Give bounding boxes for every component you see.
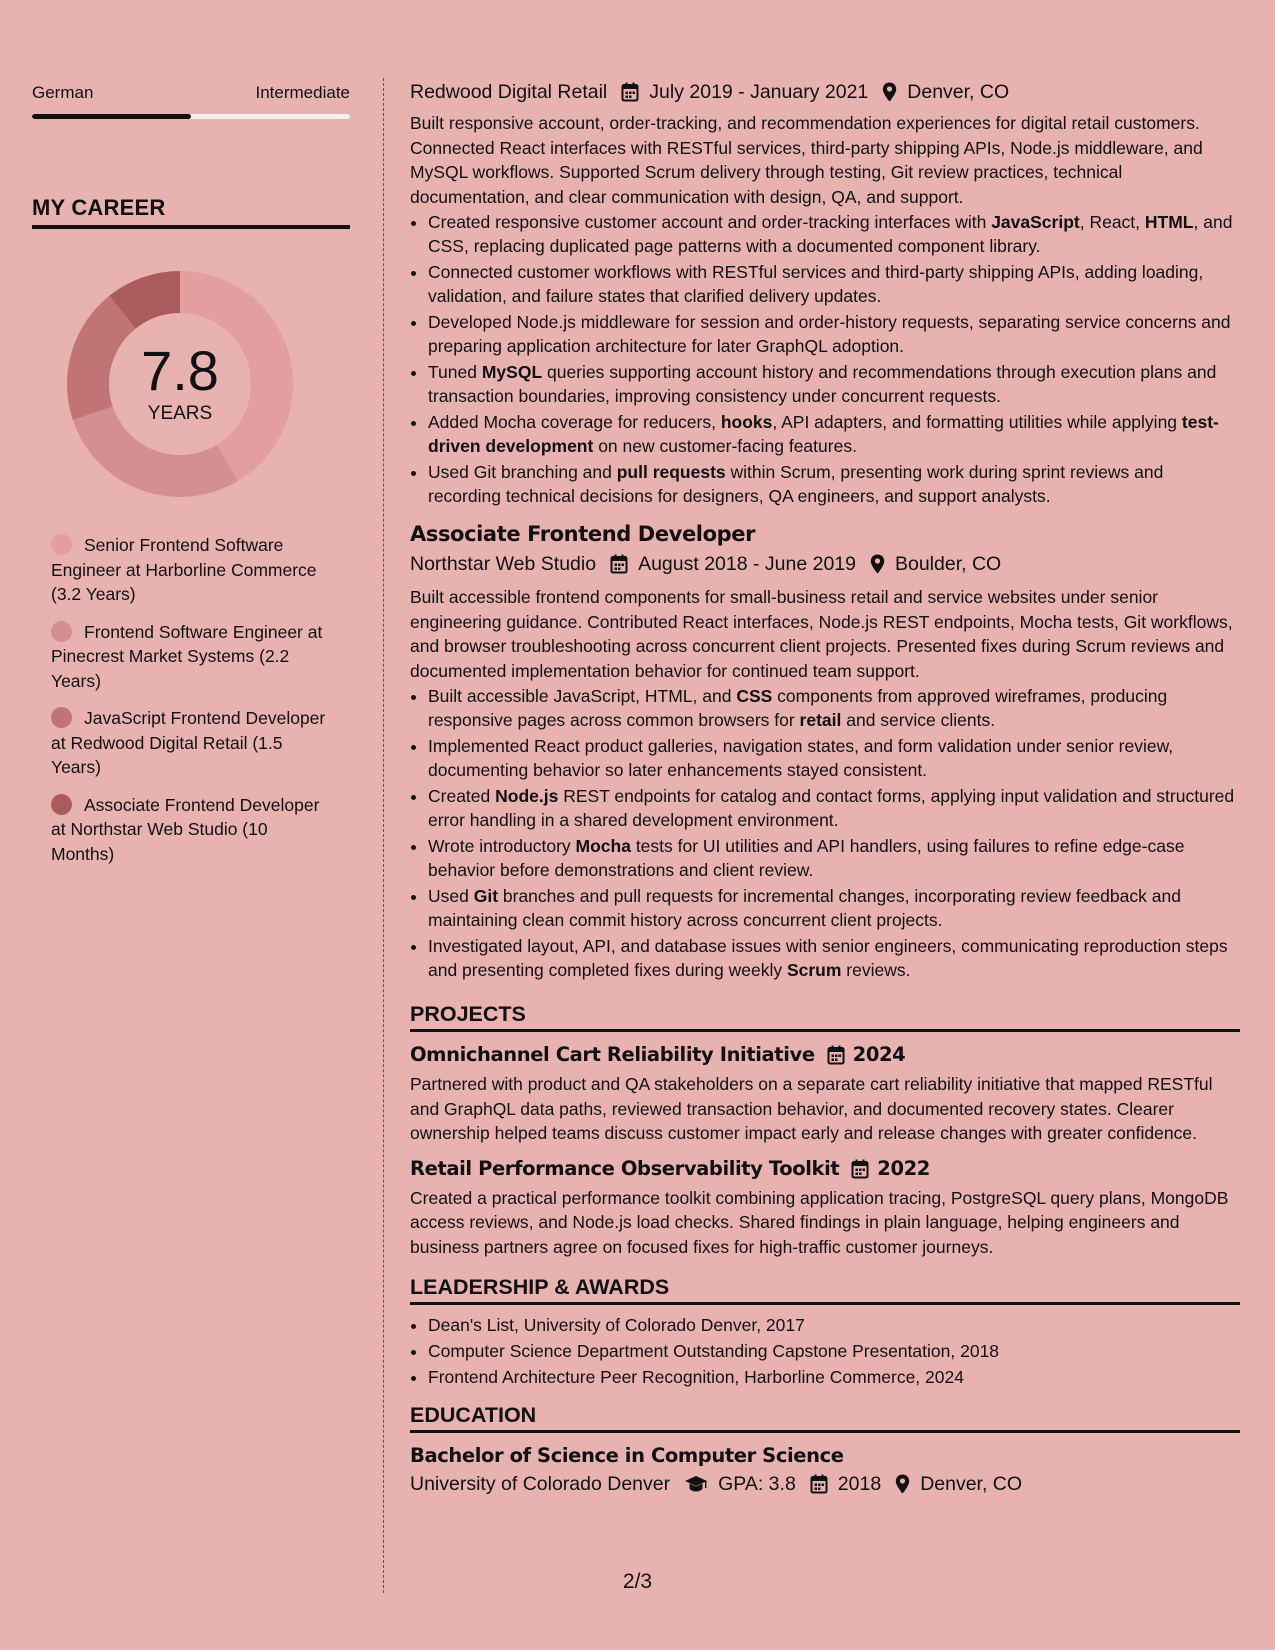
legend-label: Frontend Software Engineer at Pinecrest Market Systems (2.2 Years)	[51, 621, 323, 691]
project-description: Partnered with product and QA stakeholders on a separate cart reliability initiative that mapped RESTful and GraphQL data paths, reviewed transaction behavior, and documented recovery states. Clearer ownership helped teams discuss customer impact early and release changes with greater confidence.	[410, 1074, 1213, 1143]
location-pin-icon	[870, 554, 885, 574]
job-title: Associate Frontend Developer	[410, 522, 756, 546]
legend-dot	[51, 534, 72, 555]
bullet-item: • Used Git branching and pull requests within Scrum, presenting work during sprint reviews and recording technical decisions for designers, QA engineers, and support analysts.	[428, 460, 1240, 508]
legend-item	[51, 533, 331, 607]
education-gpa: GPA: 3.8	[718, 1473, 796, 1495]
bullet-item: • Built accessible JavaScript, HTML, and CSS components from approved wireframes, producing responsive pages across common browsers for retail and service clients.	[428, 684, 1240, 732]
project-title: Retail Performance Observability Toolkit	[410, 1156, 840, 1180]
legend-dot	[51, 621, 72, 642]
awards-heading: LEADERSHIP & AWARDS	[410, 1275, 1240, 1305]
project-description: Created a practical performance toolkit combining application tracing, PostgreSQL query plans, MongoDB access reviews, and Node.js load checks. Shared findings in plain language, helping engineers and business partners agree on focused fixes for high-traffic customer journeys.	[410, 1187, 1229, 1257]
bullet-item: • Connected customer workflows with RESTful services and third-party shipping APIs, adding loading, validation, and failure states that clarified delivery updates.	[428, 260, 1240, 308]
job-summary: Built responsive account, order-tracking, and recommendation experiences for digital retail customers. Connected React interfaces with RESTful services, third-party shipping APIs, Node.js middleware, and MySQL workflows. Supported Scrum delivery through testing, Git review practices, technical documentation, and clear communication with design, QA, and support.	[410, 113, 1203, 207]
award-item: • Dean's List, University of Colorado Denver, 2017	[428, 1313, 1240, 1337]
page-number: 2/3	[622, 1570, 653, 1593]
calendar-icon	[851, 1159, 869, 1179]
legend-dot	[51, 707, 72, 728]
language-proficiency-fill	[32, 114, 191, 119]
project-year: 2022	[877, 1156, 930, 1180]
donut-center	[67, 271, 293, 497]
legend-dot	[51, 794, 72, 815]
project-year: 2024	[852, 1043, 906, 1066]
bullet-item: • Tuned MySQL queries supporting account history and recommendations through execution plans and transaction boundaries, improving consistency under concurrent requests.	[428, 360, 1240, 408]
calendar-icon	[610, 554, 628, 574]
bullet-item: • Created Node.js REST endpoints for catalog and contact forms, applying input validation and structured error handling in a shared development environment.	[428, 784, 1240, 832]
job-company: Redwood Digital Retail	[410, 81, 608, 103]
career-legend	[32, 533, 331, 866]
legend-item	[51, 706, 331, 780]
column-divider	[383, 78, 384, 1593]
project-title-row	[410, 1155, 1240, 1183]
language-name: German	[32, 83, 94, 102]
project-title-row	[410, 1041, 1240, 1069]
career-heading: MY CAREER	[32, 195, 350, 229]
bullet-item: • Implemented React product galleries, navigation states, and form validation under senior review, documenting behavior so later enhancements stayed consistent.	[428, 734, 1240, 782]
project-entry	[410, 1155, 1240, 1260]
education-year: 2018	[837, 1473, 882, 1495]
bullet-item: • Used Git branches and pull requests for incremental changes, incorporating review feedback and maintaining clean commit history across concurrent client projects.	[428, 884, 1240, 932]
project-entry	[410, 1041, 1240, 1146]
legend-label: JavaScript Frontend Developer at Redwood Digital Retail (1.5 Years)	[51, 708, 326, 777]
job-meta	[410, 78, 1240, 106]
job-dates: August 2018 - June 2019	[638, 553, 856, 575]
career-total-unit: YEARS	[147, 403, 213, 424]
education-heading: EDUCATION	[410, 1403, 1240, 1433]
awards-list	[410, 1313, 1240, 1389]
legend-item	[51, 620, 331, 694]
job-location: Denver, CO	[907, 81, 1010, 103]
job-entry	[410, 78, 1240, 508]
job-summary: Built accessible frontend components for small-business retail and service websites under senior engineering guidance. Contributed React interfaces, Node.js REST endpoints, Mocha tests, Git workflows, and browser troubleshooting across concurrent client projects. Presented fixes during Scrum reviews and documented implementation behavior for continued team support.	[410, 587, 1233, 681]
main-content	[410, 78, 1240, 1498]
language-row	[32, 78, 350, 108]
location-pin-icon	[882, 82, 897, 102]
job-company: Northstar Web Studio	[410, 553, 597, 575]
bullet-item: • Investigated layout, API, and database issues with senior engineers, communicating reproduction steps and presenting completed fixes during weekly Scrum reviews.	[428, 934, 1240, 982]
projects-heading: PROJECTS	[410, 1002, 1240, 1032]
bullet-item: • Developed Node.js middleware for session and order-history requests, separating service concerns and preparing application architecture for later GraphQL adoption.	[428, 310, 1240, 358]
award-item: • Frontend Architecture Peer Recognition, Harborline Commerce, 2024	[428, 1365, 1240, 1389]
education-meta	[410, 1470, 1240, 1498]
education-location: Denver, CO	[920, 1473, 1023, 1495]
award-item: • Computer Science Department Outstanding Capstone Presentation, 2018	[428, 1339, 1240, 1363]
bullet-item: • Created responsive customer account and order-tracking interfaces with JavaScript, React, HTML, and CSS, replacing duplicated page patterns with a documented component library.	[428, 210, 1240, 258]
job-bullets	[410, 210, 1240, 508]
job-bullets	[410, 684, 1240, 982]
project-title: Omnichannel Cart Reliability Initiative	[410, 1043, 815, 1066]
education-degree: Bachelor of Science in Computer Science	[410, 1444, 844, 1467]
job-location: Boulder, CO	[894, 553, 1002, 575]
job-entry	[410, 520, 1240, 982]
language-level: Intermediate	[255, 83, 350, 102]
bullet-item: • Added Mocha coverage for reducers, hooks, API adapters, and formatting utilities while applying test-driven development on new customer-facing features.	[428, 410, 1240, 458]
education-school: University of Colorado Denver	[410, 1473, 671, 1495]
bullet-item: • Wrote introductory Mocha tests for UI utilities and API handlers, using failures to refine edge-case behavior before demonstrations and client review.	[428, 834, 1240, 882]
graduation-cap-icon	[684, 1475, 708, 1493]
legend-label: Senior Frontend Software Engineer at Harborline Commerce (3.2 Years)	[51, 535, 317, 604]
language-proficiency-bar	[32, 114, 350, 119]
career-donut-chart	[67, 271, 293, 497]
legend-label: Associate Frontend Developer at Northstar Web Studio (10 Months)	[51, 794, 320, 864]
calendar-icon	[810, 1474, 828, 1494]
calendar-icon	[621, 82, 639, 102]
job-meta	[410, 550, 1240, 578]
sidebar	[32, 78, 350, 879]
career-total-value: 7.8	[141, 339, 219, 402]
location-pin-icon	[895, 1474, 910, 1494]
legend-item	[51, 793, 331, 867]
job-dates: July 2019 - January 2021	[649, 81, 869, 103]
calendar-icon	[827, 1045, 845, 1065]
